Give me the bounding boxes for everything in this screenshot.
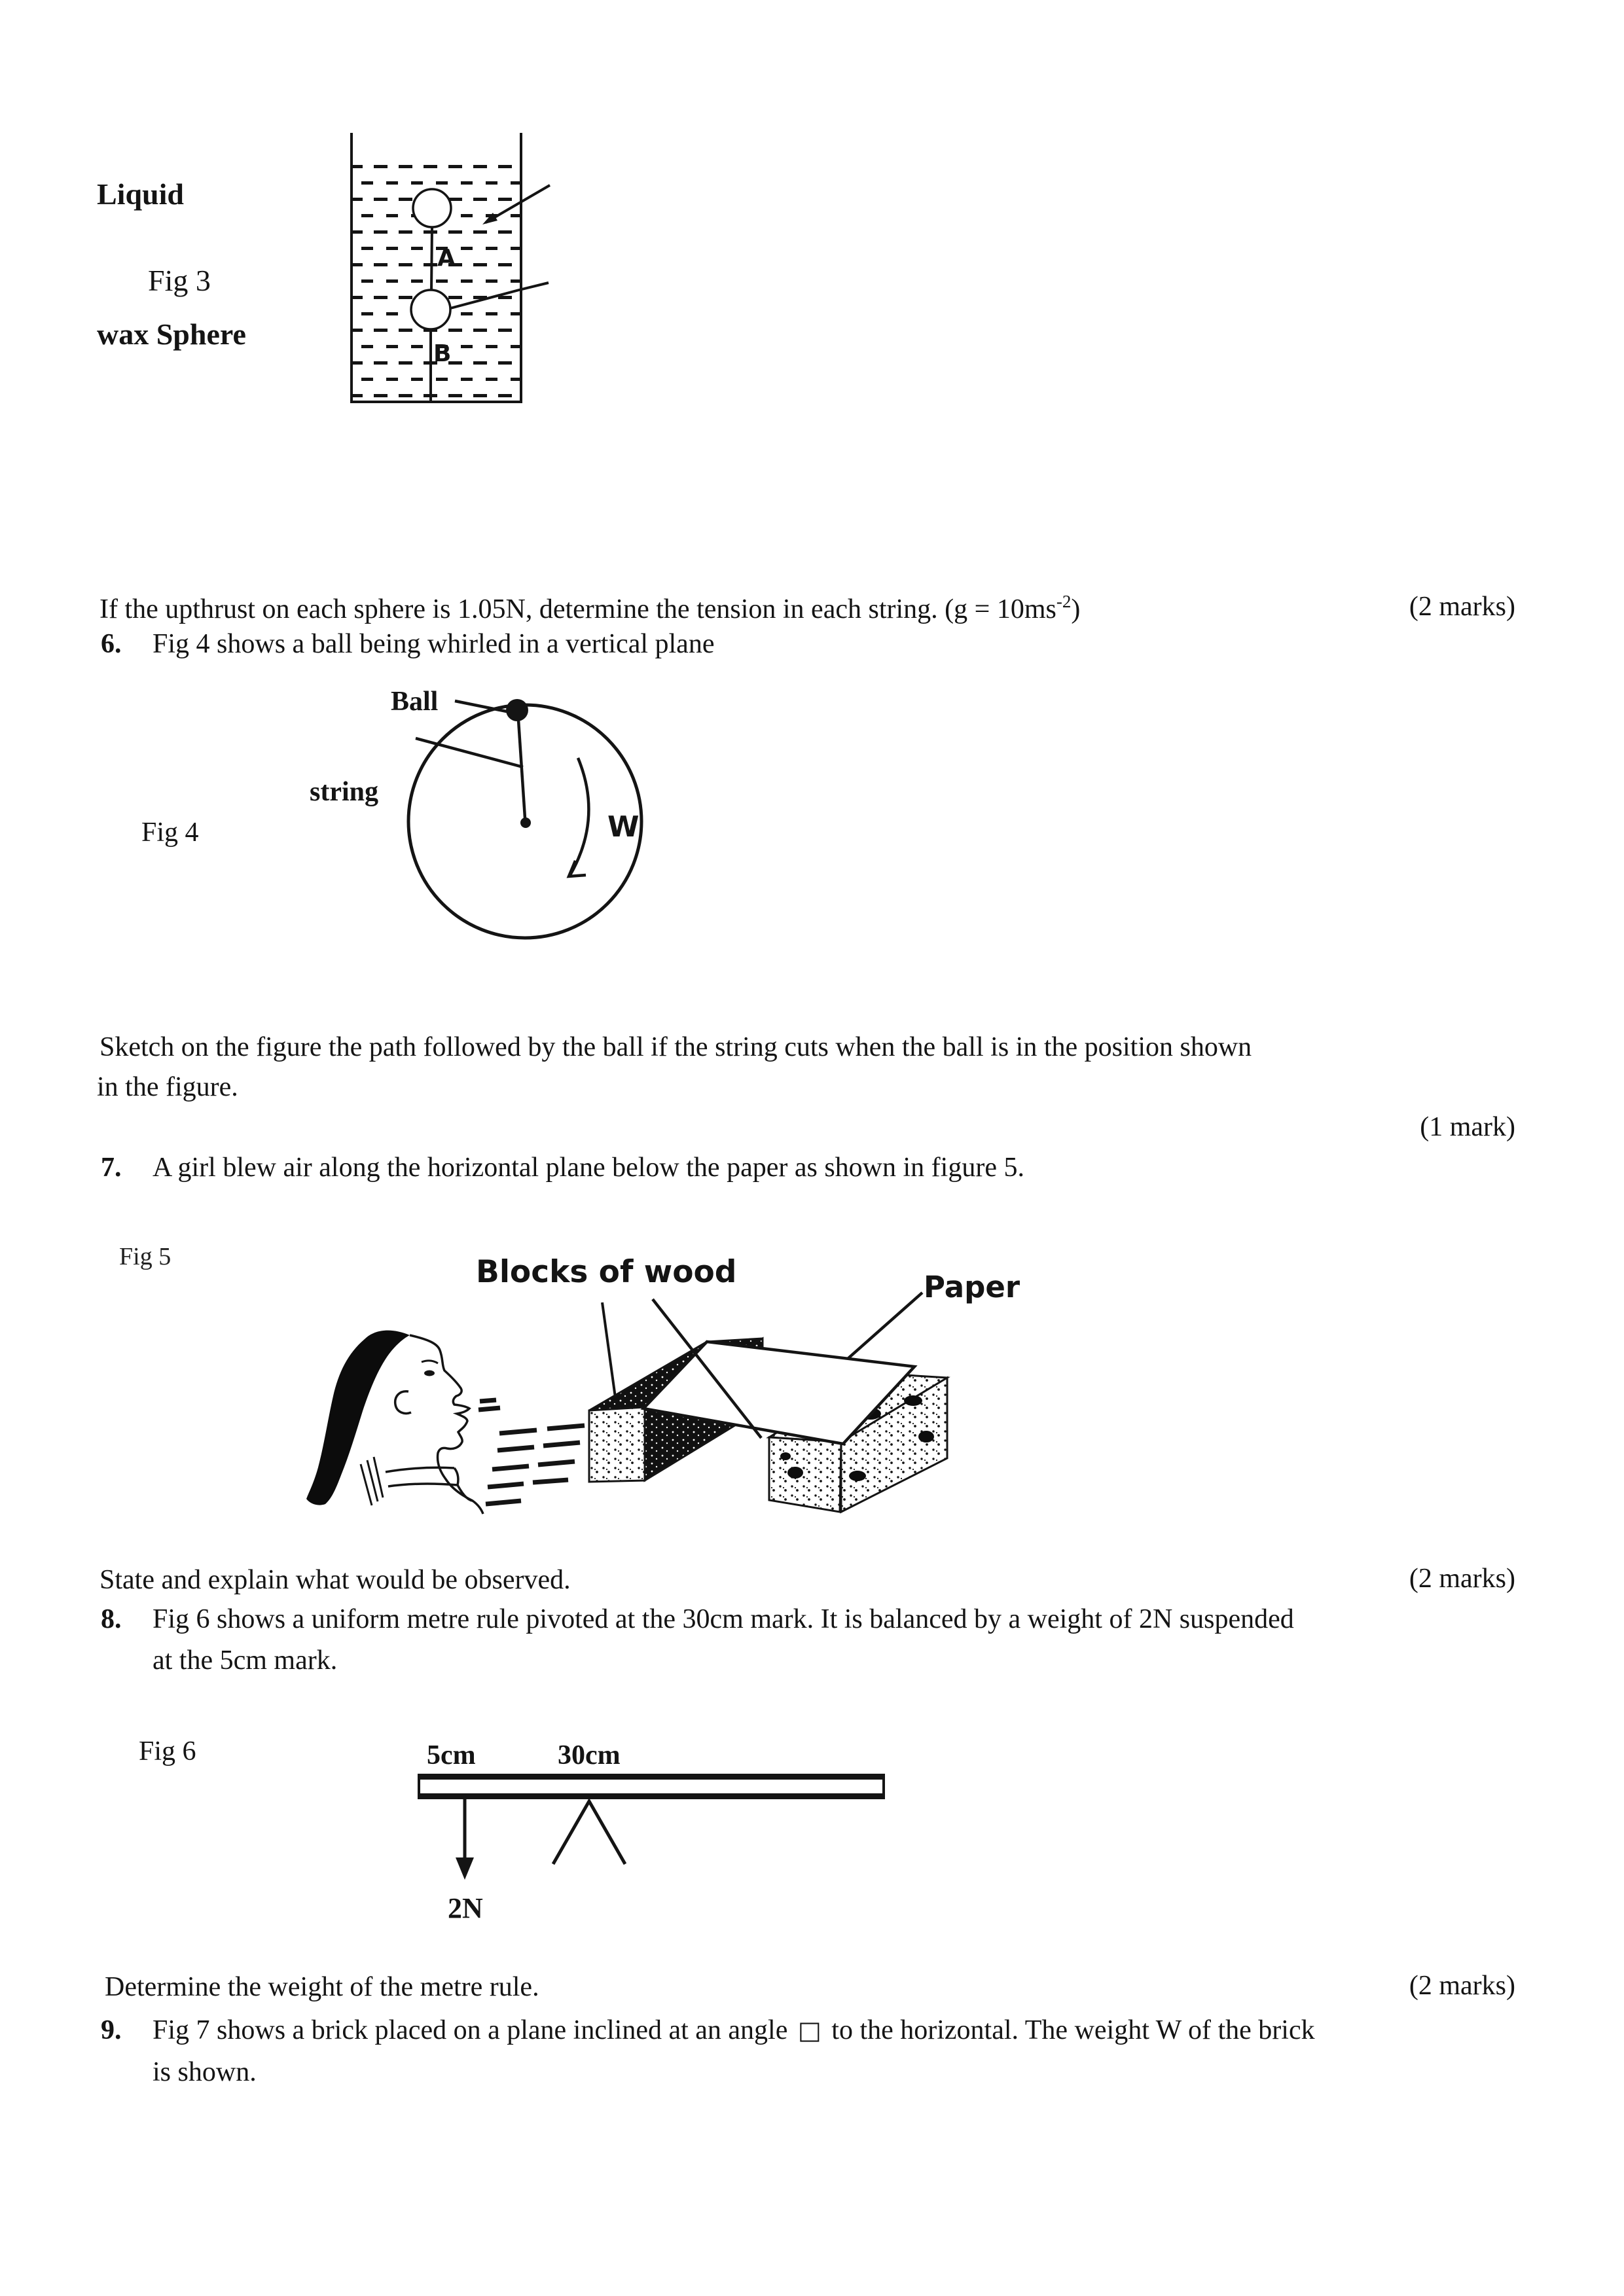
q6-marks: (1 mark) [1420,1112,1515,1142]
q6-text: Fig 4 shows a ball being whirled in a vertical plane [153,629,715,659]
mark-5cm-label: 5cm [427,1740,476,1770]
girl-eyebrow [422,1361,438,1363]
q8-determine-line: Determine the weight of the metre rule. [105,1972,539,2002]
q9-text-pre: Fig 7 shows a brick placed on a plane inclined at an angle [153,2015,795,2045]
q7-line [101,1151,1024,1185]
girl-ear [395,1391,411,1414]
string-line [518,720,525,818]
q5-text-post: ) [1071,594,1081,624]
wax-sphere-label: wax Sphere [97,317,246,351]
liquid-label: Liquid [97,177,184,211]
blocks-pointer-line-left [602,1302,615,1397]
ball-label: Ball [391,687,439,717]
q5-text-line [99,591,1080,627]
q7-number: 7. [101,1153,122,1183]
fig4-caption: Fig 4 [141,817,199,848]
left-block-front-face [589,1407,645,1482]
q8-text: Fig 6 shows a uniform metre rule pivoted at the 30cm mark. It is balanced by a weight of 2N suspended [153,1604,1294,1634]
fig6-caption: Fig 6 [139,1736,196,1767]
fig5-caption: Fig 5 [119,1243,171,1270]
q9-text-post: to the horizontal. The weight W of the brick [824,2015,1315,2045]
fig3-beaker-diagram [321,121,602,422]
girl-hair-strands [361,1457,383,1505]
q9-line1 [101,2013,1315,2048]
point-b-label: B [433,340,452,367]
q5-marks: (2 marks) [1409,592,1515,622]
q8-marks: (2 marks) [1409,1971,1515,2001]
q6-line [101,627,714,662]
q7-observe-line: State and explain what would be observed. [99,1565,571,1595]
string-upper-segment [431,227,432,291]
fig3-caption: Fig 3 [148,264,211,297]
w-label: W [607,810,640,844]
q5-text-pre: If the upthrust on each sphere is 1.05N, determine the tension in each string. (g = 10ms [99,594,1056,624]
girl-collar [386,1467,473,1501]
q9-line2: is shown. [153,2057,257,2087]
q9-angle-symbol: □ [797,2016,821,2045]
paper-label: Paper [924,1270,1020,1304]
q6-number: 6. [101,629,122,659]
pivot-triangle [553,1801,625,1864]
q8-number: 8. [101,1604,122,1634]
q5-superscript: -2 [1056,592,1072,611]
fig6-metre-rule-diagram [393,1767,916,1888]
weight-arrowhead [456,1857,474,1880]
q6-instruction-line2: in the figure. [97,1072,238,1102]
q7-text: A girl blew air along the horizontal plane below the paper as shown in figure 5. [153,1153,1024,1183]
q6-instruction-line1: Sketch on the figure the path followed by the ball if the string cuts when the ball is in the position shown [99,1032,1252,1062]
wax-sphere-a [413,189,451,227]
girl-eye [424,1371,435,1376]
mark-30cm-label: 30cm [558,1740,621,1770]
wax-sphere-b [411,290,450,329]
center-dot [520,817,531,828]
q9-number: 9. [101,2015,122,2045]
q8-line1 [101,1602,1294,1637]
weight-2n-label: 2N [448,1892,483,1924]
fig5-drawing [281,1276,1028,1528]
paper-pointer-line [848,1293,922,1359]
girl-hair [306,1331,410,1505]
girl-face-profile [410,1335,483,1514]
rotation-arrow-arc [570,758,588,875]
ball-dot [506,699,528,721]
q7-marks: (2 marks) [1409,1564,1515,1594]
string-label: string [310,777,378,807]
blocks-of-wood-label: Blocks of wood [476,1254,737,1290]
q8-line2: at the 5cm mark. [153,1645,338,1676]
point-a-label: A [437,245,456,272]
right-block-front-face [769,1437,841,1512]
